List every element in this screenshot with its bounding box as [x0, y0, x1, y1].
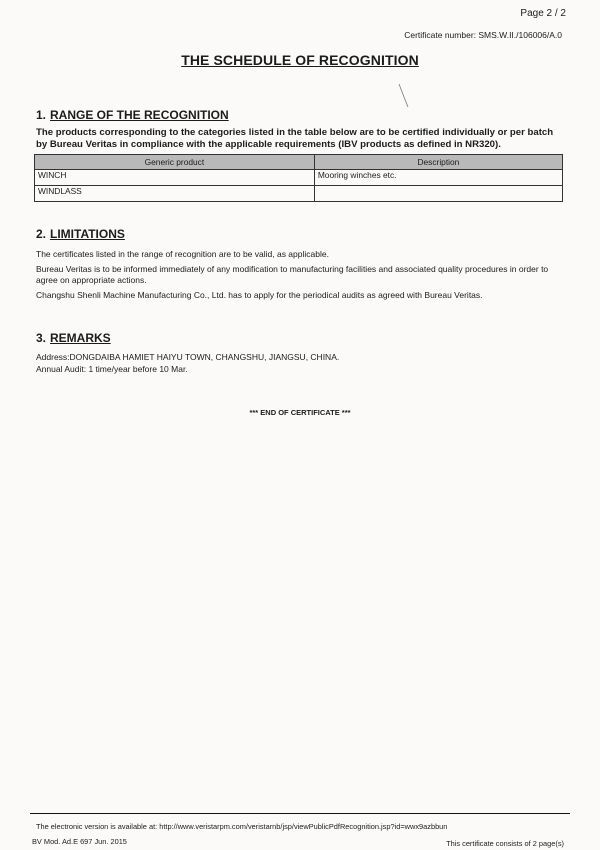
header-generic-product: Generic product — [35, 155, 315, 170]
limitations-paragraph: The certificates listed in the range of recognition are to be valid, as applicable. — [36, 249, 329, 259]
document-title: THE SCHEDULE OF RECOGNITION — [181, 52, 419, 68]
page-number: Page 2 / 2 — [520, 8, 566, 19]
limitations-paragraph: Bureau Veritas is to be informed immediately of any modification to manufacturing facilities and associated quality procedures in order to agree on appropriate actions. — [36, 264, 549, 285]
header-description: Description — [314, 155, 562, 170]
remarks-annual-audit: Annual Audit: 1 time/year before 10 Mar. — [36, 364, 188, 374]
section-limitations-title: LIMITATIONS — [50, 227, 125, 241]
end-of-certificate: *** END OF CERTIFICATE *** — [249, 408, 351, 417]
footer-divider — [30, 813, 570, 814]
table-header-row — [35, 155, 563, 170]
table-cell-product: WINCH — [35, 170, 315, 186]
section-range-number: 1. — [36, 108, 47, 122]
certificate-number: Certificate number: SMS.W.II./106006/A.0 — [404, 30, 562, 40]
footer-model: BV Mod. Ad.E 697 Jun. 2015 — [32, 837, 127, 846]
table-cell-description: Mooring winches etc. — [314, 170, 562, 186]
range-intro: The products corresponding to the categories listed in the table below are to be certified individually or per batch by Bureau Veritas in compliance with the applicable requirements (IBV products as defined in NR320). — [36, 127, 554, 150]
section-remarks-title: REMARKS — [50, 331, 111, 345]
footer-page-count: This certificate consists of 2 page(s) — [446, 839, 564, 848]
table-row — [35, 186, 563, 202]
limitations-paragraph: Changshu Shenli Machine Manufacturing Co., Ltd. has to apply for the periodical audits as agreed with Bureau Veritas. — [36, 290, 483, 300]
section-range-heading — [36, 108, 229, 122]
pen-mark — [398, 83, 410, 109]
table-cell-product: WINDLASS — [35, 186, 315, 202]
products-table — [34, 154, 563, 202]
footer-electronic-version: The electronic version is available at: http://www.veristarpm.com/veristarnb/jsp/viewPublicPdfRecognition.jsp?id=wwx9azbbun — [36, 822, 448, 831]
section-limitations-number: 2. — [36, 227, 47, 241]
table-cell-description — [314, 186, 562, 202]
section-remarks-heading — [36, 331, 111, 345]
section-range-title: RANGE OF THE RECOGNITION — [50, 108, 229, 122]
section-limitations-heading — [36, 227, 125, 241]
table-row — [35, 170, 563, 186]
section-remarks-number: 3. — [36, 331, 47, 345]
remarks-address: Address:DONGDAIBA HAMIET HAIYU TOWN, CHANGSHU, JIANGSU, CHINA. — [36, 352, 340, 362]
